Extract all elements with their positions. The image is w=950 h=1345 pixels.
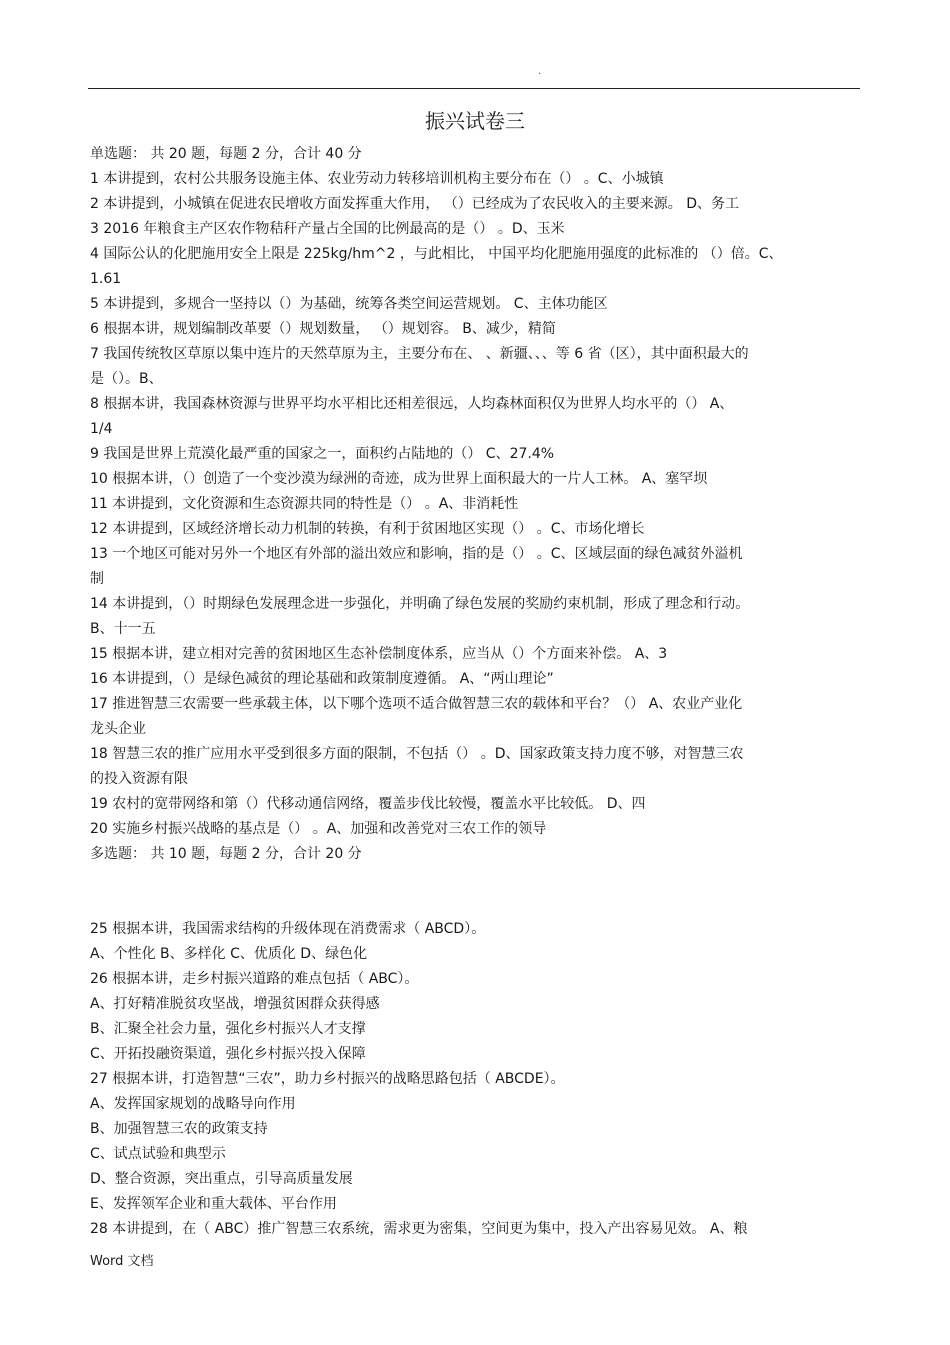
text-line: 28 本讲提到，在（ ABC）推广智慧三农系统，需求更为密集，空间更为集中，投入产出容易见效。 A、粮 [90, 1221, 748, 1237]
text-line: 13 一个地区可能对另外一个地区有外部的溢出效应和影响，指的是（） 。C、区域层面的绿色减贫外溢机 [90, 546, 743, 562]
text-line: 制 [90, 571, 104, 587]
text-line: E、发挥领军企业和重大载体、平台作用 [90, 1196, 337, 1212]
text-line: 单选题： 共 20 题，每题 2 分，合计 40 分 [90, 146, 362, 162]
text-line: C、开拓投融资渠道，强化乡村振兴投入保障 [90, 1046, 366, 1062]
text-line: 7 我国传统牧区草原以集中连片的天然草原为主，主要分布在、 、新疆、、、等 6 省（区），其中面积最大的 [90, 346, 749, 362]
text-line: 的投入资源有限 [90, 771, 188, 787]
text-line: 3 2016 年粮食主产区农作物秸秆产量占全国的比例最高的是（） 。D、玉米 [90, 221, 565, 237]
text-line: 10 根据本讲，（）创造了一个变沙漠为绿洲的奇迹，成为世界上面积最大的一片人工林。 A、塞罕坝 [90, 471, 708, 487]
text-line: 9 我国是世界上荒漠化最严重的国家之一，面积约占陆地的（） C、27.4% [90, 446, 555, 462]
text-line: 25 根据本讲，我国需求结构的升级体现在消费需求（ ABCD）。 [90, 921, 486, 937]
text-line: B、汇聚全社会力量，强化乡村振兴人才支撑 [90, 1021, 366, 1037]
text-line: 15 根据本讲，建立相对完善的贫困地区生态补偿制度体系，应当从（）个方面来补偿。 A、3 [90, 646, 668, 662]
text-line: D、整合资源，突出重点，引导高质量发展 [90, 1171, 353, 1187]
page-footer: Word 文档 [90, 1254, 154, 1269]
text-line: A、发挥国家规划的战略导向作用 [90, 1096, 296, 1112]
text-line: 5 本讲提到，多规合一坚持以（）为基础，统筹各类空间运营规划。 C、主体功能区 [90, 296, 608, 312]
text-line: 16 本讲提到，（）是绿色减贫的理论基础和政策制度遵循。 A、“两山理论” [90, 671, 554, 687]
header-dot: . [538, 66, 542, 77]
text-line: 20 实施乡村振兴战略的基点是（） 。A、加强和改善党对三农工作的领导 [90, 821, 547, 837]
text-line: 14 本讲提到，（）时期绿色发展理念进一步强化，并明确了绿色发展的奖励约束机制，形成了理念和行动。 [90, 596, 750, 612]
text-line: 6 根据本讲，规划编制改革要（）规划数量， （）规划容。 B、减少，精简 [90, 321, 556, 337]
text-line: 27 根据本讲，打造智慧“三农”，助力乡村振兴的战略思路包括（ ABCDE）。 [90, 1071, 565, 1087]
text-line: 4 国际公认的化肥施用安全上限是 225kg/hm^2 ，与此相比， 中国平均化肥施用强度的此标准的 （）倍。C、 [90, 246, 783, 262]
page-title: 振兴试卷三 [425, 109, 525, 133]
text-line: 是（）。B、 [90, 371, 163, 387]
multiple-choice-section [90, 917, 862, 1242]
text-line: A、个性化 B、多样化 C、优质化 D、绿色化 [90, 946, 368, 962]
text-line: 多选题： 共 10 题，每题 2 分，合计 20 分 [90, 846, 362, 862]
header-rule [88, 88, 860, 89]
text-line: 19 农村的宽带网络和第（）代移动通信网络，覆盖步伐比较慢，覆盖水平比较低。 D、四 [90, 796, 646, 812]
text-line: C、试点试验和典型示 [90, 1146, 226, 1162]
text-line: 2 本讲提到，小城镇在促进农民增收方面发挥重大作用， （）已经成为了农民收入的主要来源。 D、务工 [90, 196, 740, 212]
text-line: 17 推进智慧三农需要一些承载主体，以下哪个选项不适合做智慧三农的载体和平台？（） A、农业产业化 [90, 696, 743, 712]
text-line: B、十一五 [90, 621, 156, 637]
text-line: 11 本讲提到，文化资源和生态资源共同的特性是（） 。A、非消耗性 [90, 496, 519, 512]
text-line: A、打好精准脱贫攻坚战，增强贫困群众获得感 [90, 996, 380, 1012]
text-line: 1 本讲提到，农村公共服务设施主体、农业劳动力转移培训机构主要分布在（） 。C、小城镇 [90, 171, 664, 187]
single-choice-section [90, 142, 862, 867]
text-line: 12 本讲提到，区域经济增长动力机制的转换，有利于贫困地区实现（） 。C、市场化增长 [90, 521, 645, 537]
text-line: 1.61 [90, 271, 122, 287]
text-line: 26 根据本讲，走乡村振兴道路的难点包括（ ABC）。 [90, 971, 419, 987]
text-line: 18 智慧三农的推广应用水平受到很多方面的限制，不包括（） 。D、国家政策支持力度不够，对智慧三农 [90, 746, 744, 762]
text-line: 8 根据本讲，我国森林资源与世界平均水平相比还相差很远，人均森林面积仅为世界人均水平的（） A、 [90, 396, 734, 412]
document-body [90, 142, 862, 1242]
text-line: 1/4 [90, 421, 113, 437]
text-line: B、加强智慧三农的政策支持 [90, 1121, 268, 1137]
text-line: 龙头企业 [90, 721, 146, 737]
section-gap [90, 867, 862, 917]
